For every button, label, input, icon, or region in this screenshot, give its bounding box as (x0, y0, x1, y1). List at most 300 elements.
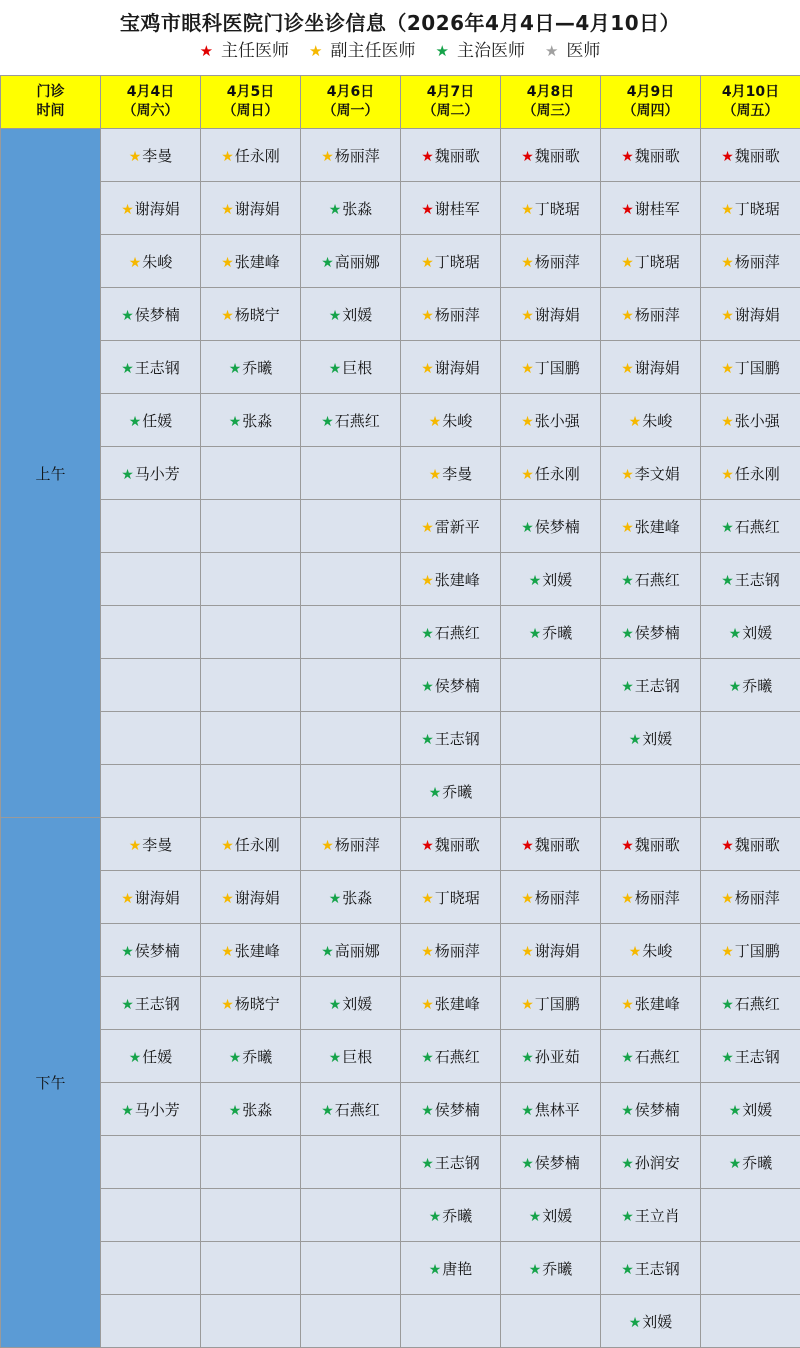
table-row (1, 924, 800, 977)
green-star-icon: ★ (421, 626, 434, 642)
red-star-icon: ★ (721, 149, 734, 165)
schedule-cell (401, 500, 501, 553)
doctor-name: 侯梦楠 (135, 942, 180, 960)
schedule-cell (701, 977, 800, 1030)
schedule-cell (701, 1030, 800, 1083)
doctor-name: 侯梦楠 (135, 306, 180, 324)
green-star-icon: ★ (421, 732, 434, 748)
green-star-icon: ★ (321, 1103, 334, 1119)
doctor-name: 张淼 (242, 1101, 272, 1119)
green-star-icon: ★ (721, 520, 734, 536)
doctor-name: 刘媛 (342, 306, 372, 324)
schedule-cell (101, 1136, 201, 1189)
day-date: 4月7日 (427, 84, 474, 100)
yellow-star-icon: ★ (421, 944, 434, 960)
doctor-name: 张小强 (735, 412, 780, 430)
green-star-icon: ★ (429, 1209, 442, 1225)
schedule-cell (401, 288, 501, 341)
schedule-cell (301, 659, 401, 712)
schedule-cell (601, 182, 701, 235)
schedule-cell (701, 129, 800, 182)
day-date: 4月6日 (327, 84, 374, 100)
green-star-icon: ★ (321, 255, 334, 271)
table-row (1, 1242, 800, 1295)
green-star-icon: ★ (121, 361, 134, 377)
doctor-name: 谢桂军 (635, 200, 680, 218)
gray-star-icon: ★ (545, 42, 558, 60)
schedule-cell (301, 1083, 401, 1136)
schedule-cell (201, 924, 301, 977)
schedule-cell (501, 1189, 601, 1242)
red-star-icon: ★ (621, 149, 634, 165)
doctor-name: 朱峻 (642, 412, 672, 430)
green-star-icon: ★ (329, 891, 342, 907)
yellow-star-icon: ★ (621, 891, 634, 907)
doctor-name: 丁晓琚 (535, 200, 580, 218)
red-star-icon: ★ (200, 42, 213, 60)
green-star-icon: ★ (129, 414, 142, 430)
green-star-icon: ★ (321, 414, 334, 430)
green-star-icon: ★ (329, 308, 342, 324)
table-row (1, 1189, 800, 1242)
legend-label: 主治医师 (457, 41, 525, 61)
schedule-cell (501, 1242, 601, 1295)
doctor-name: 石燕红 (335, 1101, 380, 1119)
schedule-cell (301, 182, 401, 235)
doctor-name: 谢海娟 (135, 889, 180, 907)
green-star-icon: ★ (621, 1262, 634, 1278)
schedule-cell (301, 394, 401, 447)
schedule-cell (401, 394, 501, 447)
day-header (701, 76, 800, 129)
schedule-cell (201, 1083, 301, 1136)
yellow-star-icon: ★ (221, 202, 234, 218)
yellow-star-icon: ★ (721, 308, 734, 324)
table-row (1, 712, 800, 765)
green-star-icon: ★ (436, 42, 449, 60)
green-star-icon: ★ (729, 626, 742, 642)
schedule-cell (601, 235, 701, 288)
schedule-cell (301, 129, 401, 182)
doctor-name: 朱峻 (442, 412, 472, 430)
yellow-star-icon: ★ (521, 891, 534, 907)
green-star-icon: ★ (621, 1156, 634, 1172)
green-star-icon: ★ (521, 520, 534, 536)
doctor-name: 侯梦楠 (435, 677, 480, 695)
green-star-icon: ★ (521, 1156, 534, 1172)
day-header (201, 76, 301, 129)
doctor-name: 张建峰 (635, 518, 680, 536)
doctor-name: 巨根 (342, 1048, 372, 1066)
day-weekday: （周三） (523, 103, 579, 119)
schedule-cell (101, 659, 201, 712)
schedule-cell (601, 1189, 701, 1242)
green-star-icon: ★ (621, 626, 634, 642)
yellow-star-icon: ★ (521, 361, 534, 377)
schedule-cell (301, 977, 401, 1030)
schedule-cell (201, 341, 301, 394)
day-header (501, 76, 601, 129)
doctor-name: 谢海娟 (635, 359, 680, 377)
schedule-cell (501, 182, 601, 235)
schedule-cell (201, 712, 301, 765)
schedule-cell (201, 500, 301, 553)
yellow-star-icon: ★ (221, 838, 234, 854)
doctor-name: 魏丽歌 (635, 147, 680, 165)
schedule-cell (601, 712, 701, 765)
schedule-cell (601, 1295, 701, 1348)
schedule-cell (401, 1242, 501, 1295)
doctor-name: 杨丽萍 (735, 253, 780, 271)
schedule-cell (501, 1295, 601, 1348)
schedule-cell (301, 500, 401, 553)
green-star-icon: ★ (329, 997, 342, 1013)
doctor-name: 魏丽歌 (535, 836, 580, 854)
schedule-cell (301, 712, 401, 765)
schedule-cell (701, 1295, 800, 1348)
green-star-icon: ★ (121, 1103, 134, 1119)
yellow-star-icon: ★ (521, 997, 534, 1013)
schedule-cell (601, 1083, 701, 1136)
yellow-star-icon: ★ (129, 838, 142, 854)
doctor-name: 杨丽萍 (635, 889, 680, 907)
yellow-star-icon: ★ (521, 202, 534, 218)
schedule-cell (401, 871, 501, 924)
schedule-cell (501, 1136, 601, 1189)
green-star-icon: ★ (729, 1103, 742, 1119)
doctor-name: 王立肖 (635, 1207, 680, 1225)
yellow-star-icon: ★ (421, 520, 434, 536)
yellow-star-icon: ★ (721, 202, 734, 218)
green-star-icon: ★ (529, 573, 542, 589)
doctor-name: 王志钢 (435, 1154, 480, 1172)
yellow-star-icon: ★ (429, 467, 442, 483)
table-body (1, 129, 800, 1348)
schedule-cell (401, 977, 501, 1030)
schedule-cell (301, 606, 401, 659)
red-star-icon: ★ (621, 838, 634, 854)
green-star-icon: ★ (529, 1262, 542, 1278)
doctor-name: 杨丽萍 (535, 889, 580, 907)
day-date: 4月10日 (722, 84, 779, 100)
schedule-cell (101, 1030, 201, 1083)
doctor-name: 李曼 (142, 147, 172, 165)
doctor-name: 乔曦 (542, 624, 572, 642)
schedule-cell (501, 659, 601, 712)
doctor-name: 乔曦 (242, 1048, 272, 1066)
doctor-name: 丁国鹏 (535, 995, 580, 1013)
doctor-name: 魏丽歌 (535, 147, 580, 165)
table-row (1, 182, 800, 235)
doctor-name: 石燕红 (735, 995, 780, 1013)
schedule-cell (201, 1030, 301, 1083)
doctor-name: 乔曦 (742, 1154, 772, 1172)
yellow-star-icon: ★ (421, 255, 434, 271)
schedule-cell (201, 765, 301, 818)
doctor-name: 孙润安 (635, 1154, 680, 1172)
doctor-name: 谢海娟 (135, 200, 180, 218)
table-row (1, 235, 800, 288)
schedule-cell (701, 871, 800, 924)
doctor-name: 乔曦 (242, 359, 272, 377)
green-star-icon: ★ (729, 1156, 742, 1172)
yellow-star-icon: ★ (521, 467, 534, 483)
green-star-icon: ★ (421, 1156, 434, 1172)
doctor-name: 魏丽歌 (635, 836, 680, 854)
table-row (1, 394, 800, 447)
schedule-cell (301, 1030, 401, 1083)
doctor-name: 杨丽萍 (735, 889, 780, 907)
doctor-name: 刘媛 (742, 1101, 772, 1119)
schedule-cell (601, 1030, 701, 1083)
green-star-icon: ★ (721, 573, 734, 589)
table-row (1, 1030, 800, 1083)
table-row (1, 765, 800, 818)
schedule-cell (701, 553, 800, 606)
schedule-cell (201, 659, 301, 712)
schedule-cell (701, 924, 800, 977)
green-star-icon: ★ (629, 732, 642, 748)
day-weekday: （周二） (423, 103, 479, 119)
schedule-cell (301, 235, 401, 288)
table-header-row (1, 76, 800, 129)
schedule-cell (201, 235, 301, 288)
doctor-name: 王志钢 (635, 1260, 680, 1278)
yellow-star-icon: ★ (621, 520, 634, 536)
green-star-icon: ★ (321, 944, 334, 960)
schedule-cell (601, 659, 701, 712)
schedule-cell (701, 500, 800, 553)
doctor-name: 石燕红 (735, 518, 780, 536)
yellow-star-icon: ★ (221, 891, 234, 907)
day-header (401, 76, 501, 129)
schedule-cell (101, 765, 201, 818)
doctor-name: 丁晓琚 (435, 889, 480, 907)
schedule-cell (701, 182, 800, 235)
schedule-cell (201, 553, 301, 606)
yellow-star-icon: ★ (309, 42, 322, 60)
doctor-name: 王志钢 (635, 677, 680, 695)
table-row (1, 447, 800, 500)
doctor-name: 李曼 (142, 836, 172, 854)
table-row (1, 1136, 800, 1189)
schedule-cell (701, 765, 800, 818)
doctor-name: 李文娟 (635, 465, 680, 483)
yellow-star-icon: ★ (421, 573, 434, 589)
schedule-cell (401, 1136, 501, 1189)
doctor-name: 马小芳 (135, 465, 180, 483)
green-star-icon: ★ (129, 1050, 142, 1066)
schedule-cell (301, 1242, 401, 1295)
schedule-cell (701, 1189, 800, 1242)
doctor-name: 乔曦 (442, 783, 472, 801)
doctor-name: 任永刚 (235, 836, 280, 854)
table-row (1, 1295, 800, 1348)
yellow-star-icon: ★ (221, 308, 234, 324)
red-star-icon: ★ (421, 202, 434, 218)
schedule-cell (501, 500, 601, 553)
schedule-cell (201, 394, 301, 447)
schedule-cell (101, 500, 201, 553)
doctor-name: 丁国鹏 (735, 359, 780, 377)
doctor-name: 王志钢 (435, 730, 480, 748)
green-star-icon: ★ (721, 1050, 734, 1066)
green-star-icon: ★ (429, 785, 442, 801)
schedule-cell (401, 1030, 501, 1083)
schedule-cell (401, 235, 501, 288)
schedule-cell (201, 871, 301, 924)
schedule-cell (401, 712, 501, 765)
schedule-cell (201, 1136, 301, 1189)
doctor-name: 乔曦 (742, 677, 772, 695)
green-star-icon: ★ (229, 414, 242, 430)
schedule-cell (401, 1083, 501, 1136)
schedule-cell (301, 871, 401, 924)
doctor-name: 张建峰 (235, 253, 280, 271)
doctor-name: 刘媛 (642, 730, 672, 748)
doctor-name: 张淼 (342, 200, 372, 218)
green-star-icon: ★ (121, 467, 134, 483)
doctor-name: 唐艳 (442, 1260, 472, 1278)
day-date: 4月8日 (527, 84, 574, 100)
schedule-cell (601, 129, 701, 182)
doctor-name: 杨丽萍 (435, 942, 480, 960)
schedule-cell (501, 977, 601, 1030)
yellow-star-icon: ★ (721, 467, 734, 483)
green-star-icon: ★ (329, 1050, 342, 1066)
doctor-name: 王志钢 (135, 995, 180, 1013)
schedule-cell (101, 977, 201, 1030)
schedule-cell (501, 712, 601, 765)
schedule-cell (601, 924, 701, 977)
schedule-cell (701, 447, 800, 500)
schedule-cell (301, 288, 401, 341)
day-weekday: （周四） (623, 103, 679, 119)
schedule-cell (501, 288, 601, 341)
yellow-star-icon: ★ (129, 149, 142, 165)
day-weekday: （周日） (223, 103, 279, 119)
schedule-cell (501, 871, 601, 924)
doctor-name: 任永刚 (535, 465, 580, 483)
schedule-cell (701, 235, 800, 288)
green-star-icon: ★ (121, 997, 134, 1013)
doctor-name: 刘媛 (542, 571, 572, 589)
green-star-icon: ★ (121, 308, 134, 324)
table-row (1, 1083, 800, 1136)
doctor-name: 石燕红 (635, 571, 680, 589)
doctor-name: 侯梦楠 (535, 518, 580, 536)
doctor-name: 张小强 (535, 412, 580, 430)
session-label: 上午 (1, 129, 101, 818)
doctor-name: 魏丽歌 (435, 147, 480, 165)
doctor-name: 雷新平 (435, 518, 480, 536)
day-header (601, 76, 701, 129)
yellow-star-icon: ★ (421, 361, 434, 377)
doctor-name: 侯梦楠 (435, 1101, 480, 1119)
schedule-cell (201, 606, 301, 659)
doctor-name: 魏丽歌 (735, 836, 780, 854)
table-row (1, 553, 800, 606)
schedule-cell (301, 1295, 401, 1348)
table-row (1, 871, 800, 924)
schedule-cell (601, 447, 701, 500)
page-title: 宝鸡市眼科医院门诊坐诊信息（2026年4月4日—4月10日） (0, 9, 800, 37)
day-weekday: （周五） (723, 103, 779, 119)
yellow-star-icon: ★ (421, 891, 434, 907)
schedule-cell (501, 1030, 601, 1083)
doctor-name: 石燕红 (435, 624, 480, 642)
schedule-cell (501, 924, 601, 977)
green-star-icon: ★ (521, 1050, 534, 1066)
legend-label: 医师 (566, 41, 600, 61)
schedule-cell (101, 1189, 201, 1242)
green-star-icon: ★ (529, 1209, 542, 1225)
red-star-icon: ★ (521, 149, 534, 165)
doctor-name: 任永刚 (735, 465, 780, 483)
doctor-name: 谢桂军 (435, 200, 480, 218)
yellow-star-icon: ★ (621, 997, 634, 1013)
schedule-cell (701, 288, 800, 341)
schedule-cell (601, 871, 701, 924)
yellow-star-icon: ★ (621, 255, 634, 271)
schedule-cell (301, 553, 401, 606)
table-row (1, 818, 800, 871)
yellow-star-icon: ★ (629, 944, 642, 960)
doctor-name: 焦林平 (535, 1101, 580, 1119)
green-star-icon: ★ (629, 1315, 642, 1331)
red-star-icon: ★ (421, 838, 434, 854)
schedule-cell (201, 1242, 301, 1295)
green-star-icon: ★ (621, 573, 634, 589)
doctor-name: 谢海娟 (735, 306, 780, 324)
doctor-name: 刘媛 (642, 1313, 672, 1331)
schedule-cell (401, 182, 501, 235)
schedule-cell (101, 341, 201, 394)
schedule-cell (701, 818, 800, 871)
session-label: 下午 (1, 818, 101, 1348)
doctor-name: 张建峰 (235, 942, 280, 960)
legend-label: 主任医师 (221, 41, 289, 61)
green-star-icon: ★ (621, 1209, 634, 1225)
yellow-star-icon: ★ (321, 149, 334, 165)
schedule-cell (101, 1083, 201, 1136)
corner-header (1, 76, 101, 129)
yellow-star-icon: ★ (521, 308, 534, 324)
doctor-name: 杨丽萍 (635, 306, 680, 324)
day-header (101, 76, 201, 129)
doctor-name: 谢海娟 (235, 889, 280, 907)
yellow-star-icon: ★ (221, 944, 234, 960)
schedule-cell (301, 341, 401, 394)
table-row (1, 977, 800, 1030)
legend-item-r (200, 41, 289, 61)
table-row (1, 288, 800, 341)
green-star-icon: ★ (229, 361, 242, 377)
doctor-name: 魏丽歌 (435, 836, 480, 854)
schedule-cell (701, 606, 800, 659)
schedule-cell (301, 765, 401, 818)
yellow-star-icon: ★ (221, 997, 234, 1013)
doctor-name: 高丽娜 (335, 942, 380, 960)
schedule-cell (401, 341, 501, 394)
green-star-icon: ★ (421, 1050, 434, 1066)
yellow-star-icon: ★ (621, 467, 634, 483)
red-star-icon: ★ (721, 838, 734, 854)
doctor-name: 丁晓琚 (735, 200, 780, 218)
day-header (301, 76, 401, 129)
schedule-cell (701, 394, 800, 447)
doctor-name: 王志钢 (735, 1048, 780, 1066)
